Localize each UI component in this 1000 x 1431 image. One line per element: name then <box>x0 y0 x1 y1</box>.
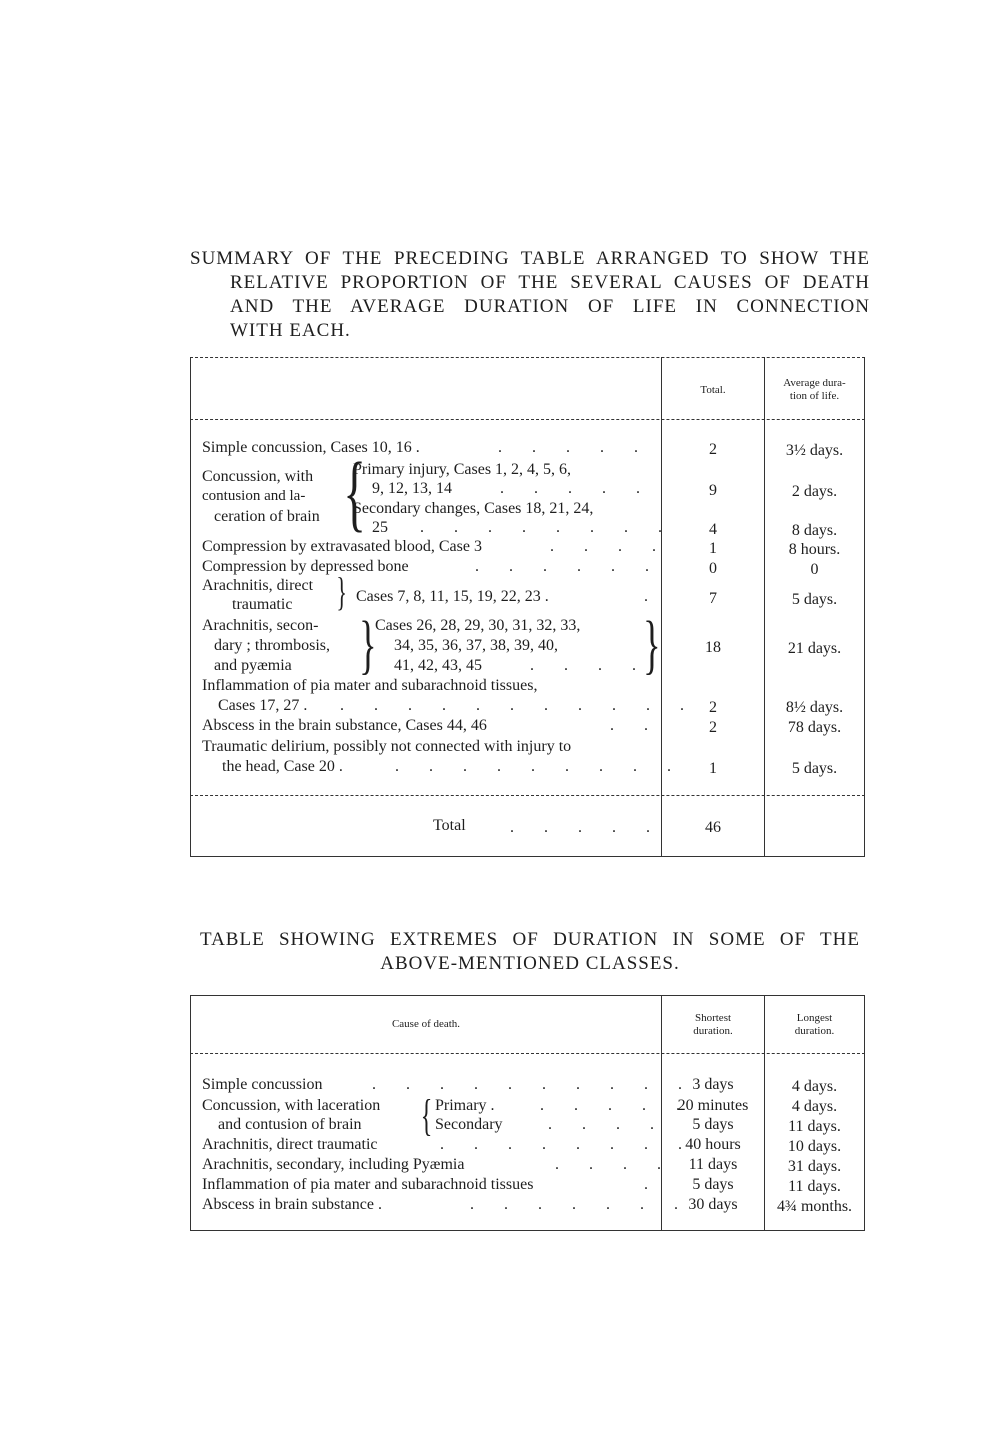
header-average-line: tion of life. <box>789 390 840 402</box>
leader-dots: . . <box>610 717 661 734</box>
total-value: 46 <box>705 819 721 836</box>
leader-dots: . . . . . <box>500 480 653 497</box>
row-label: Compression by extravasated blood, Case 3 <box>202 538 482 555</box>
row-label: Primary injury, Cases 1, 2, 4, 5, 6, <box>353 461 572 478</box>
row-longest: 4¾ months. <box>776 1198 853 1215</box>
row-label: Simple concussion, Cases 10, 16 . <box>202 439 420 456</box>
row-shortest: 30 days <box>688 1196 738 1213</box>
row-average: 8½ days. <box>785 699 844 716</box>
row-longest: 4 days. <box>791 1098 838 1115</box>
leader-dots: . . . . . . . . <box>440 1136 695 1153</box>
row-average: 5 days. <box>791 591 838 608</box>
row-average: 0 <box>810 561 819 578</box>
row-label: contusion and la- <box>202 488 306 504</box>
brace-icon: { <box>420 1091 433 1140</box>
row-average: 78 days. <box>787 719 842 736</box>
row-longest: 11 days. <box>788 1178 841 1195</box>
row-label: 25 <box>372 519 388 536</box>
leader-dots: . . . . . . . . . . . <box>340 697 697 714</box>
row-cause: Simple concussion <box>202 1076 323 1093</box>
row-average: 8 days. <box>791 522 838 539</box>
summary-title <box>190 247 870 343</box>
leader-dots: . . . . <box>550 538 669 555</box>
summary-title-line: WITH EACH. <box>230 320 351 341</box>
row-cause: Abscess in brain substance . <box>202 1196 382 1213</box>
header-total: Total. <box>700 384 726 396</box>
brace-icon: { <box>343 444 366 540</box>
table-rule <box>190 357 191 856</box>
row-average: 8 hours. <box>788 541 841 558</box>
row-label: 34, 35, 36, 37, 38, 39, 40, <box>394 637 558 654</box>
table-rule <box>190 856 865 857</box>
row-cause: Concussion, with laceration <box>202 1097 381 1114</box>
header-shortest-line: Shortest <box>694 1012 732 1024</box>
leader-dots: . . . . <box>555 1156 674 1173</box>
row-label: the head, Case 20 . <box>222 758 343 775</box>
row-shortest: 5 days <box>692 1176 734 1193</box>
leader-dots: . . . . . . . . . <box>395 758 684 775</box>
total-label: Total <box>433 817 466 834</box>
row-total: 18 <box>705 639 721 656</box>
extremes-title-line: TABLE SHOWING EXTREMES OF DURATION IN SOME OF THE <box>200 929 860 950</box>
row-label: traumatic <box>232 596 293 613</box>
row-label: Compression by depressed bone <box>202 558 409 575</box>
row-cause: Arachnitis, direct traumatic <box>202 1136 378 1153</box>
leader-dots: . <box>644 1176 661 1193</box>
row-longest: 31 days. <box>787 1158 842 1175</box>
row-label: Inflammation of pia mater and subarachnoid tissues, <box>202 677 538 694</box>
row-label: Cases 26, 28, 29, 30, 31, 32, 33, <box>375 617 581 634</box>
leader-dots: . . . . . <box>540 1097 693 1114</box>
row-cause: and contusion of brain <box>218 1116 362 1133</box>
summary-title-line: AND THE AVERAGE DURATION OF LIFE IN CONNECTION <box>230 296 870 317</box>
row-cause: Inflammation of pia mater and subarachnoid tissues <box>202 1176 534 1193</box>
row-longest: 4 days. <box>791 1078 838 1095</box>
row-label: Traumatic delirium, possibly not connected with injury to <box>202 738 572 755</box>
header-longest-line: Longest <box>796 1012 833 1024</box>
row-shortest: 20 minutes <box>677 1097 749 1114</box>
extremes-title-line: ABOVE-MENTIONED CLASSES. <box>380 953 680 974</box>
brace-icon: } <box>359 608 377 681</box>
header-average-line: Average dura- <box>783 377 846 389</box>
row-cause: Arachnitis, secondary, including Pyæmia <box>202 1156 465 1173</box>
leader-dots: . . . . . . . . . . <box>372 1076 695 1093</box>
row-total: 7 <box>709 590 717 607</box>
row-total: 0 <box>709 560 717 577</box>
row-total: 1 <box>709 760 717 777</box>
row-total: 4 <box>709 521 717 538</box>
row-label: Abscess in the brain substance, Cases 44, 46 <box>202 717 487 734</box>
table-rule <box>190 1230 865 1231</box>
row-label: Arachnitis, direct <box>202 577 314 594</box>
leader-dots: . <box>644 588 661 605</box>
extremes-title <box>200 928 860 976</box>
brace-icon: } <box>336 569 347 614</box>
row-label: and pyæmia <box>214 657 292 674</box>
row-longest: 11 days. <box>788 1118 841 1135</box>
brace-icon: } <box>643 608 661 681</box>
header-longest-line: duration. <box>794 1025 835 1037</box>
summary-title-line: RELATIVE PROPORTION OF THE SEVERAL CAUSES OF DEATH <box>230 272 870 293</box>
row-sub: Primary . <box>435 1097 495 1114</box>
row-average: 3½ days. <box>785 442 844 459</box>
row-total: 2 <box>709 719 717 736</box>
row-shortest: 5 days <box>692 1116 734 1133</box>
row-label: Cases 7, 8, 11, 15, 19, 22, 23 . <box>356 588 549 605</box>
row-label: dary ; thrombosis, <box>214 637 330 654</box>
row-average: 2 days. <box>791 483 838 500</box>
header-cause: Cause of death. <box>391 1018 461 1030</box>
table-rule <box>864 357 865 856</box>
row-label: ceration of brain <box>214 508 320 525</box>
row-shortest: 40 hours <box>685 1136 741 1153</box>
row-total: 2 <box>709 699 717 716</box>
row-label: 9, 12, 13, 14 <box>372 480 452 497</box>
row-shortest: 11 days <box>688 1156 738 1173</box>
row-shortest: 3 days <box>692 1076 734 1093</box>
row-average: 21 days. <box>787 640 842 657</box>
summary-title-line: SUMMARY OF THE PRECEDING TABLE ARRANGED TO SHOW THE <box>190 248 870 269</box>
row-label: Secondary changes, Cases 18, 21, 24, <box>353 500 594 517</box>
row-label: Cases 17, 27 . <box>218 697 308 714</box>
row-label: Concussion, with <box>202 468 314 485</box>
row-total: 1 <box>709 540 717 557</box>
leader-dots: . . . . . . . . <box>420 519 675 536</box>
leader-dots: . . . . <box>530 657 649 674</box>
leader-dots: . . . . <box>548 1116 667 1133</box>
row-total: 9 <box>709 482 717 499</box>
leader-dots: . . . . . . <box>475 558 662 575</box>
row-total: 2 <box>709 441 717 458</box>
leader-dots: . . . . . <box>510 819 663 836</box>
leader-dots: . . . . . <box>498 439 651 456</box>
table-rule <box>864 995 865 1230</box>
row-sub: Secondary <box>435 1116 503 1133</box>
row-longest: 10 days. <box>787 1138 842 1155</box>
header-shortest-line: duration. <box>693 1025 733 1037</box>
row-label: 41, 42, 43, 45 <box>394 657 482 674</box>
row-average: 5 days. <box>791 760 838 777</box>
leader-dots: . . . . . . . <box>470 1196 691 1213</box>
row-label: Arachnitis, secon- <box>202 617 319 634</box>
